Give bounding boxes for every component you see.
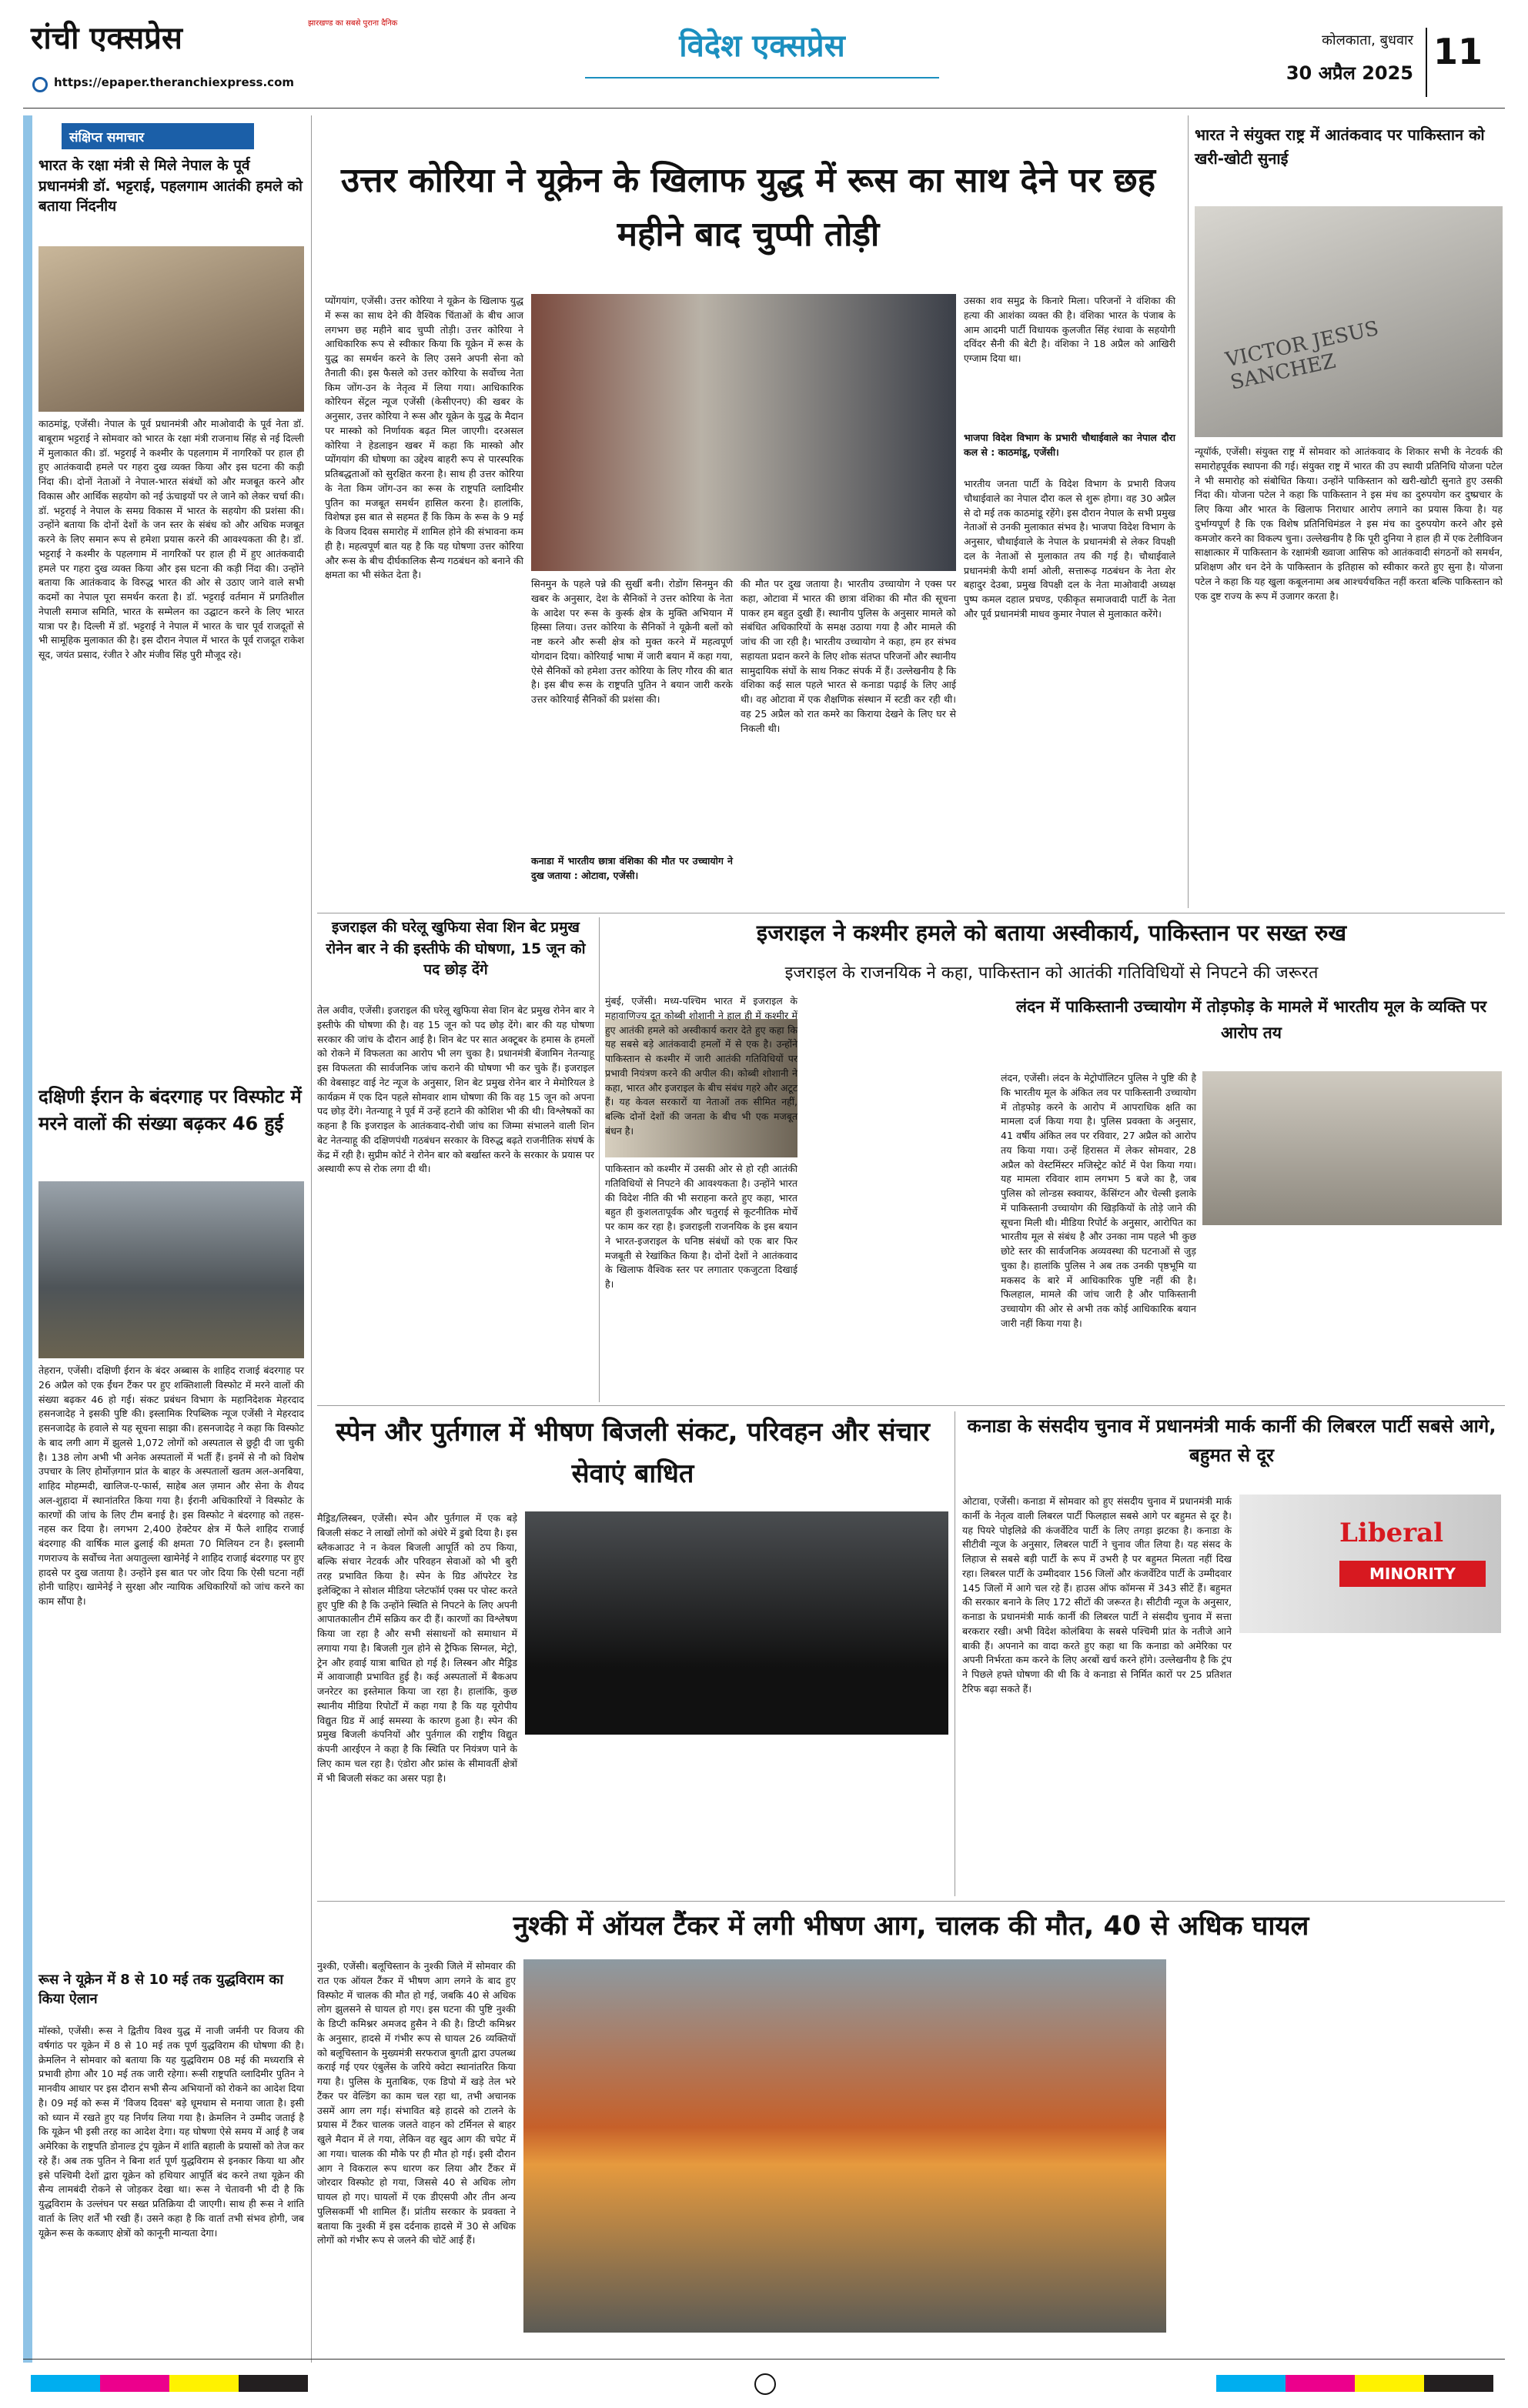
un-body: न्यूयॉर्क, एजेंसी। संयुक्त राष्ट्र में सोमवार को आतंकवाद के शिकार सभी के नेटवर्क की समारोहपूर्वक स्थापना की गई। संयुक्त राष्ट्र में भारत की उप स्थायी प्रतिनिधि योजना पटेल ने भी समारोह को संबोधित किया। उन्होंने पाकिस्तान को खरी-खोटी सुनाते हुए उसकी निंदा की। योजना पटेल ने कहा कि पाकिस्तान ने इस मंच का दुरुपयोग कर दुष्प्रचार के लिए किया और भारत के खिलाफ निराधार आरोप लगाने का प्रयास किया है। यह दुर्भाग्यपूर्ण है कि एक विशेष प्रतिनिधिमंडल ने इस मंच का दुरुपयोग करने और इसे कमजोर करने का विकल्प चुना। उल्लेखनीय है कि पूरी दुनिया ने हाल ही में एक टेलीविजन साक्षात्कार में पाकिस्तान के रक्षामंत्री ख्वाजा आसिफ को आतंकवादी संगठनों को समर्थन, प्रशिक्षण और धन देने के पाकिस्तान के इतिहास को स्वीकार करते हुए सुना है। योजना पटेल ने कहा कि यह खुला कबूलनामा अब आश्चर्यचकित नहीं करता बल्कि पाकिस्तान को एक दुष्ट राज्य के रूप में उजागर करता है। [1195, 446, 1503, 602]
footer-colorbar-right [1216, 2375, 1493, 2392]
london-headline: लंदन में पाकिस्तानी उच्चायोग में तोड़फोड़ के मामले में भारतीय मूल के व्यक्ति पर आरोप तय [1015, 997, 1487, 1042]
spain-headline: स्पेन और पुर्तगाल में भीषण बिजली संकट, परिवहन और संचार सेवाएं बाधित [336, 1417, 930, 1490]
london-body: लंदन, एजेंसी। लंदन के मेट्रोपॉलिटन पुलिस ने पुष्टि की है कि भारतीय मूल के अंकित लव पर पाकिस्तानी उच्चायोग में तोड़फोड़ करने के आरोप में आपराधिक क्षति का मामला दर्ज किया गया है। पुलिस प्रवक्ता के अनुसार, 41 वर्षीय अंकित लव पर रविवार, 27 अप्रैल को आरोप तय किया गया। उन्हें हिरासत में लेकर सोमवार, 28 अप्रैल को वेस्टमिंस्टर मजिस्ट्रेट कोर्ट में पेश किया गया। यह मामला रविवार शाम लगभग 5 बजे का है, जब पुलिस को लोन्डस स्क्वायर, केंसिंग्टन और चेल्सी इलाके में पाकिस्तानी उच्चायोग की खिड़कियों के तोड़े जाने की सूचना मिली थी। मीडिया रिपोर्ट के अनुसार, आरोपित का भारतीय मूल से संबंध है और उनका नाम पहले भी कुछ छोटे स्तर की सार्वजनिक अव्यवस्था की घटनाओं से जुड़ चुका है। हालांकि पुलिस ने अब तक उनकी पृष्ठभूमि या मकसद के बारे में आधिकारिक पुष्टि नहीं की है। फिलहाल, मामले की जांच जारी है और पाकिस्तानी उच्चायोग की ओर से अभी तक कोई आधिकारिक बयान जारी नहीं किया गया है। [1001, 1072, 1196, 1329]
canada-headline: कनाडा के संसदीय चुनाव में प्रधानमंत्री मार्क कार्नी की लिबरल पार्टी सबसे आगे, बहुमत से दूर [967, 1415, 1496, 1467]
nushki-fire-photo [523, 1959, 1166, 2333]
brief-1-body: काठमांडू, एजेंसी। नेपाल के पूर्व प्रधानमंत्री और माओवादी के पूर्व नेता डॉ. बाबूराम भट्टराई ने सोमवार को भारत के रक्षा मंत्री राजनाथ सिंह से नई दिल्ली में मुलाकात की। डॉ. भट्टराई ने कश्मीर के पहलगाम में नागरिकों पर हाल ही हुए आतंकवादी हमले पर गहरा दुख व्यक्त किया और इस घटना की कड़ी निंदा की। दोनों नेताओं ने नेपाल-भारत संबंधों को और मजबूत करने और विकास और आर्थिक सहयोग को नई ऊंचाइयों पर ले जाने को लेकर चर्चा की। डॉ. भट्टराई ने नेपाल के समग्र विकास में भारत के सहयोग की प्रशंसा की। उन्होंने बताया कि दोनों देशों के जन स्तर के संबंध को और अधिक मजबूत करने के लिए समान रूप से हमेशा प्रयास करने की आवश्यकता की है। डॉ. भट्टराई ने कश्मीर के पहलगाम में नागरिकों पर हाल ही में हुए आतंकवादी हमले पर गहरा दुख व्यक्त किया और इस घटना की कड़ी निंदा की। उन्होंने बताया कि आतंकवाद के विरुद्ध भारत की ओर से उठाए जाने वाले सभी कदमों का नेपाल पूरा समर्थन करता है। डॉ. भट्टराई वर्तमान में प्रगतिशील नेपाली समाज समिति, भारत के सम्मेलन का उद्घाटन करने के लिए भारत यात्रा पर है। दिल्ली में डॉ. भट्टराई ने नेपाल में भारत के चार पूर्व राजदूतों से भी सामूहिक मुलाकात की है। इस दौरान नेपाल में भारत के पूर्व राजदूत राकेश सूद, जयंत प्रसाद, रंजीत रे और मंजीव सिंह पुरी मौजूद रहे। [38, 418, 304, 660]
dateline-city-day: कोलकाता, बुधवार [1322, 32, 1413, 48]
london-protest-photo [1202, 1071, 1502, 1225]
lead-col-2: सिनमुन के पहले पन्ने की सुर्खी बनी। रोडोंग सिनमुन की खबर के अनुसार, देश के सैनिकों ने उत्तर कोरिया के नेता के आदेश पर रूस के कुर्स्क क्षेत्र के मुक्ति अभियान में हिस्सा लिया। उत्तर कोरिया के सैनिकों ने यूक्रेनी बलों को नष्ट करने और रूसी क्षेत्र को मुक्त करने में महत्वपूर्ण योगदान दिया। कोरियाई भाषा में जारी बयान में कहा गया, ऐसे सैनिकों को हमेशा उत्तर कोरिया के लिए गौरव की बात है। इस बीच रूस के राष्ट्रपति पुतिन ने बयान जारी करके उत्तर कोरियाई सैनिकों की प्रशंसा की। [531, 578, 733, 705]
registration-mark-icon [754, 2373, 776, 2395]
lead-headline: उत्तर कोरिया ने यूक्रेन के खिलाफ युद्ध में रूस का साथ देने पर छह महीने बाद चुप्पी तोड़ी [341, 161, 1155, 255]
lead-story [317, 115, 1183, 908]
page-number-divider [1426, 28, 1427, 97]
lead-right-divider [1188, 115, 1189, 908]
lead-photo-leaders [531, 294, 956, 571]
section-title: विदेश एक्सप्रेस [679, 28, 845, 64]
masthead [0, 0, 1528, 108]
brief-1-headline: भारत के रक्षा मंत्री से मिले नेपाल के पूर्व प्रधानमंत्री डॉ. भट्टराई, पहलगाम आतंकी हमले को बताया निंदनीय [38, 157, 303, 215]
brief-1-photo [38, 246, 304, 412]
sidebar-divider [311, 115, 312, 2363]
shin-bet-divider [599, 917, 600, 1402]
dateline-date: 30 अप्रैल 2025 [1286, 62, 1413, 84]
newspaper-logo: रांची एक्सप्रेस [31, 21, 182, 56]
footer-rule [23, 2359, 1505, 2360]
spain-blackout-photo [525, 1511, 948, 1735]
brief-3-body: मॉस्को, एजेंसी। रूस ने द्वितीय विश्व युद्ध में नाजी जर्मनी पर विजय की वर्षगांठ पर यूक्रेन में 8 से 10 मई तक पूर्ण युद्धविराम की घोषणा की है। क्रेमलिन ने सोमवार को बताया कि यह युद्धविराम 08 मई की मध्यरात्रि से प्रभावी होगा और 10 मई तक जारी रहेगा। रूसी राष्ट्रपति व्लादिमीर पुतिन ने मानवीय आधार पर इस दौरान सभी सैन्य अभियानों को रोकने का आदेश दिया है। 09 मई को रूस में 'विजय दिवस' बड़े धूमधाम से मनाया जाता है। इसी को ध्यान में रखते हुए यह निर्णय लिया गया है। क्रेमलिन ने उम्मीद जताई है कि यूक्रेन भी इसी तरह का आदेश देगा। यह घोषणा ऐसे समय में आई है जब अमेरिका के राष्ट्रपति डोनाल्ड ट्रंप यूक्रेन में शांति बहाली के प्रयासों को तेज कर रहे हैं। अब तक पुतिन ने बिना शर्त पूर्ण युद्धविराम से इनकार किया था और इसे पश्चिमी देशों द्वारा यूक्रेन को हथियार आपूर्ति बंद करने तथा यूक्रेन की सैन्य लामबंदी रोकने से जोड़कर देखा था। रूस ने चेतावनी भी दी है कि युद्धविराम के उल्लंघन पर सख्त प्रतिक्रिया दी जाएगी। साथ ही रूस ने शांति वार्ता के लिए शर्तें भी रखी हैं। उसने कहा है कि वार्ता तभी संभव होगी, जब यूक्रेन रूस के कब्जाए क्षेत्रों को कानूनी मान्यता देगा। [38, 2025, 304, 2239]
lead-sub-4: भाजपा विदेश विभाग के प्रभारी चौथाईवाले का नेपाल दौरा कल से : काठमांडू, एजेंसी। [964, 432, 1175, 458]
canada-body: ओटावा, एजेंसी। कनाडा में सोमवार को हुए संसदीय चुनाव में प्रधानमंत्री मार्क कार्नी के नेतृत्व वाली लिबरल पार्टी फिलहाल सबसे आगे पर बहुमत से दूर है। यह पियरे पोइलिव्रे की कंजर्वेटिव पार्टी के लिए तगड़ा झटका है। कनाडा के सीटीवी न्यूज के अनुसार, लिबरल पार्टी ने चुनाव जीत लिया है। यह संसद के लिहाज से सबसे बड़ी पार्टी के रूप में उभरी है पर बहुमत मिलता नहीं दिख रहा। लिबरल पार्टी के उम्मीदवार 156 जिलों और कंजर्वेटिव पार्टी के उम्मीदवार 145 जिलों में आगे चल रहे हैं। हाउस ऑफ कॉमन्स में 343 सीटें हैं। बहुमत की सरकार बनाने के लिए 172 सीटों की जरूरत है। सीटीवी न्यूज के अनुसार, कनाडा के प्रधानमंत्री मार्क कार्नी की लिबरल पार्टी ने संसदीय चुनाव में सत्ता बरकरार रखी। अभी विदेश कोलंबिया के सबसे पश्चिमी प्रांत के नतीजे आने बाकी हैं। अपनाने का वादा करते हुए कहा था कि कनाडा को अमेरिका पर अपनी निर्भरता कम करने के लिए अरबों खर्च करने होंगे। उल्लेखनीय है कि ट्रंप ने पिछले हफ्ते घोषणा की थी कि वे कनाडा से निर्मित कारों पर 25 प्रतिशत टैरिफ बढ़ा सकते हैं। [962, 1495, 1232, 1695]
brief-2-photo [38, 1181, 304, 1358]
sidebar-accent-bar [23, 115, 32, 2363]
israel-headline: इजराइल ने कश्मीर हमले को बताया अस्वीकार्य, पाकिस्तान पर सख्त रुख [756, 920, 1347, 946]
minority-banner: MINORITY [1339, 1561, 1486, 1587]
nushki-story [317, 1907, 1505, 2338]
brief-2-headline: दक्षिणी ईरान के बंदरगाह पर विस्फोट में मरने वालों की संख्या बढ़कर 46 हुई [38, 1086, 302, 1134]
memorial-inscription: VICTOR JESUS SANCHEZ [1223, 316, 1381, 395]
nushki-headline: नुश्की में ऑयल टैंकर में लगी भीषण आग, चालक की मौत, 40 से अधिक घायल [513, 1911, 1309, 1942]
page-number: 11 [1433, 31, 1483, 72]
un-story [1195, 123, 1503, 908]
lead-col-1: प्योंगयांग, एजेंसी। उत्तर कोरिया ने यूक्रेन के खिलाफ युद्ध में रूस का साथ देने की वैश्विक चिंताओं के बीच आज लगभग छह महीने बाद चुप्पी तोड़ी। उत्तर कोरिया ने आधिकारिक रूप से स्वीकार किया कि यूक्रेन में रूस के युद्ध का समर्थन करने के लिए उसने अपनी सेना को तैनाती की। इस फैसले को उत्तर कोरिया के सर्वोच्च नेता किम जोंग-उन के नेतृत्व में लिया गया। आधिकारिक कोरियन सेंट्रल न्यूज एजेंसी (केसीएनए) की खबर के अनुसार, उत्तर कोरिया ने रूस और यूक्रेन के युद्ध के मैदान पर मास्को को निर्णायक बढ़त मिल जाएगी। दरअसल कोरिया ने हेडलाइन खबर में कहा कि मास्को और प्योंगयांग की घोषणा का उद्देश्य बाहरी रूप से पारस्परिक प्रतिबद्धताओं को सुरक्षित करना है। साथ ही उत्तर कोरिया के नेता किम जोंग-उन का रूस के राष्ट्रपति व्लादिमीर पुतिन का मजबूत समर्थन हासिल करना है। हालांकि, विशेषज्ञ इस बात से सहमत हैं कि किम के रूस के 9 मई के विजय दिवस समारोह में शामिल होने की संभावना कम ही है। महत्वपूर्ण बात यह है कि यह घोषणा उत्तर कोरिया और रूस के बीच दीर्घकालिक सैन्य गठबंधन को बनाने की क्षमता का भी संकेत देता है। [325, 295, 523, 581]
shin-bet-story [317, 917, 594, 1402]
mid-rule [317, 1405, 1505, 1406]
lower-rule [317, 1901, 1505, 1902]
un-memorial-photo [1195, 206, 1503, 437]
shin-bet-headline: इजराइल की घरेलू खुफिया सेवा शिन बेट प्रमुख रोनेन बार ने की इस्तीफे की घोषणा, 15 जून को पद छोड़ देंगे [326, 919, 586, 979]
london-story [1001, 994, 1502, 1402]
shin-bet-body: तेल अवीव, एजेंसी। इजराइल की घरेलू खुफिया सेवा शिन बेट प्रमुख रोनेन बार ने इस्तीफे की घोषणा की है। वह 15 जून को पद छोड़ देंगे। बार की यह घोषणा सरकार की जांच के दौरान आई है। शिन बेट पर सात अक्टूबर के हमास के हमलों को रोकने में विफलता का आरोप भी लग चुका है। प्रधानमंत्री बेंजामिन नेतन्याहू इस विफलता की सार्वजनिक जांच कराने की घोषणा भी कर चुके हैं। इजराइल की वेबसाइट वाई नेट न्यूज के अनुसार, शिन बेट प्रमुख रोनेन बार ने मेमोरियल डे कार्यक्रम में एक दिन पहले सोमवार शाम घोषणा की कि वह 15 जून को अपना पद छोड़ देंगे। नेतन्याहू ने पूर्व में उन्हें हटाने की कोशिश भी की थी। विश्लेषकों का कहना है कि इजराइल के आतंकवाद-रोधी जांच का जिम्मा संभालने वाली शिन बेट नेतन्याहू की दक्षिणपंथी गठबंधन सरकार के विरुद्ध बढ़ते राजनीतिक संघर्ष के केंद्र में रही है। सुप्रीम कोर्ट ने रोनेन बार को बर्खास्त करने के सरकार के प्रयास पर अस्थायी रूप से रोक लगा दी थी। [317, 1004, 594, 1175]
lead-sub-2: कनाडा में भारतीय छात्रा वंशिका की मौत पर उच्चायोग ने दुख जताया : ओटावा, एजेंसी। [531, 855, 733, 881]
israel-subheadline: इजराइल के राजनयिक ने कहा, पाकिस्तान को आतंकी गतिविधियों से निपटने की जरूरत [784, 964, 1319, 983]
section-underline [585, 77, 939, 78]
globe-icon [32, 77, 48, 92]
brief-3-headline: रूस ने यूक्रेन में 8 से 10 मई तक युद्धविराम का किया ऐलान [38, 1972, 284, 2008]
liberal-logo-text: Liberal [1339, 1518, 1444, 1548]
israel-col-2: पाकिस्तान को कश्मीर में उसकी ओर से हो रही आतंकी गतिविधियों से निपटने की आवश्यकता है। उन्होंने भारत की विदेश नीति की भी सराहना करते हुए कहा, भारत बहुत ही कुशलतापूर्वक और चतुराई से कूटनीतिक मोर्चे पर काम कर रहा है। इजराइली राजनयिक के इस बयान ने भारत-इजराइल के घनिष्ठ संबंधों को एक बार फिर मजबूती से रेखांकित किया है। दोनों देशों ने आतंकवाद के खिलाफ वैश्विक स्तर पर लगातार एकजुटता दिखाई है। [605, 1163, 797, 1290]
sidebar-briefs [23, 115, 308, 2370]
epaper-url[interactable]: https://epaper.theranchiexpress.com [54, 75, 295, 89]
canada-pm-photo [1239, 1495, 1501, 1633]
masthead-rule [23, 108, 1505, 109]
brief-2-body: तेहरान, एजेंसी। दक्षिणी ईरान के बंदर अब्बास के शाहिद राजाई बंदरगाह पर 26 अप्रैल को एक ईंधन टैंकर पर हुए शक्तिशाली विस्फोट में मरने वालों की संख्या बढ़कर 46 हो गई। संकट प्रबंधन विभाग के महानिदेशक मेहरदाद हसनजादेह ने इसकी पुष्टि की। इस्लामिक रिपब्लिक न्यूज एजेंसी ने मेहरदाद हसनजादेह के हवाले से यह सूचना साझा की। हसनजादेह ने कहा कि विस्फोट के बाद लगी आग में झुलसे 1,072 लोगों को अस्पताल से छुट्टी दी जा चुकी है। 138 लोग अभी भी अनेक अस्पतालों में भर्ती हैं। इनमें से नौ को विशेष उपचार के लिए होर्मोज़गान प्रांत के बाहर के अस्पतालों खतम अल-अनबिया, शाहिद मोहम्मदी, खालिज-ए-फार्स, साहेब अल ज़मान और सेना के शैयद अल-शुहादा में स्थानांतरित किया गया है। ईरानी अधिकारियों ने विस्फोट के कारणों की जांच के लिए टीम बनाई है। इस विस्फोट ने बंदरगाह को तहस-नहस कर दिया है। लगभग 2,400 हेक्टेयर क्षेत्र में फैले शाहिद राजाई बंदरगाह की वार्षिक माल ढुलाई की क्षमता 70 मिलियन टन है। इस्लामी गणराज्य के सर्वोच्च नेता अयातुल्ला खामेनेई ने शाहिद राजाई बंदरगाह पर हुए हादसे पर दुख जताया है। उन्होंने इस बात पर जोर दिया कि ऐसी घटना नहीं होनी चाहिए। खामेनेई ने सुरक्षा और न्यायिक अधिकारियों को जांच करने का काम सौंपा है। [38, 1364, 304, 1607]
logo-tagline: झारखण्ड का सबसे पुराना दैनिक [308, 19, 398, 28]
spain-body: मैड्रिड/लिस्बन, एजेंसी। स्पेन और पुर्तगाल में एक बड़े बिजली संकट ने लाखों लोगों को अंधेरे में डुबो दिया है। इस ब्लैकआउट ने न केवल बिजली आपूर्ति को ठप किया, बल्कि संचार नेटवर्क और परिवहन सेवाओं को भी बुरी तरह प्रभावित किया है। स्पेन के ग्रिड ऑपरेटर रेड इलेक्ट्रिका ने सोशल मीडिया प्लेटफॉर्म एक्स पर पोस्ट करते हुए पुष्टि की है कि उन्होंने स्थिति से निपटने के लिए अपनी आपातकालीन टीमें सक्रिय कर दी हैं। कारणों का विश्लेषण किया जा रहा है और सभी संसाधनों को समाधान में लगाया गया है। बिजली गुल होने से ट्रैफिक सिग्नल, मेट्रो, ट्रेन और हवाई यात्रा बाधित हो गई है। लिस्बन और मैड्रिड में आवाजाही प्रभावित हुई है। कई अस्पतालों में बैकअप जनरेटर का इस्तेमाल किया जा रहा है। हालांकि, कुछ स्थानीय मीडिया रिपोर्टों में कहा गया है कि यह यूरोपीय विद्युत ग्रिड में आई समस्या के कारण हुआ है। स्पेन की प्रमुख बिजली कंपनियों और पुर्तगाल की राष्ट्रीय विद्युत कंपनी आरईएन ने कहा है कि स्थिति पर नियंत्रण पाने के लिए काम चल रहा है। एंडोरा और फ्रांस के सीमावर्ती क्षेत्रों में भी बिजली संकट का असर पड़ा है। [317, 1512, 517, 1784]
briefs-badge: संक्षिप्त समाचार [62, 123, 254, 149]
canada-story [962, 1411, 1501, 1896]
footer-colorbar-left [31, 2375, 308, 2392]
israel-col-1: मुंबई, एजेंसी। मध्य-पश्चिम भारत में इजराइल के महावाणिज्य दूत कोब्बी शोशानी ने हाल ही में कश्मीर में हुए आतंकी हमले को अस्वीकार्य करार देते हुए कहा कि यह सबसे बड़े आतंकवादी हमलों में से एक है। उन्होंने पाकिस्तान से कश्मीर में जारी आतंकी गतिविधियों पर प्रभावी नियंत्रण करने की अपील की। कोब्बी शोशानी ने कहा, भारत और इजराइल के बीच संबंध गहरे और अटूट हैं। यह केवल सरकारों या नेताओं तक सीमित नहीं, बल्कि दोनों देशों की जनता के बीच भी एक मजबूत बंधन है। [605, 995, 797, 1137]
spain-story [317, 1411, 948, 1896]
nushki-body: नुश्की, एजेंसी। बलूचिस्तान के नुश्की जिले में सोमवार की रात एक ऑयल टैंकर में भीषण आग लगने के बाद हुए विस्फोट में चालक की मौत हो गई, जबकि 40 से अधिक लोग झुलसने से घायल हो गए। इस घटना की पुष्टि नुश्की के डिप्टी कमिश्नर अमजद हुसैन ने की है। डिप्टी कमिश्नर के अनुसार, हादसे में गंभीर रूप से घायल 26 व्यक्तियों को बलूचिस्तान के मुख्यमंत्री सरफराज बुगती द्वारा उपलब्ध कराई गई एयर एंबुलेंस के जरिये क्वेटा स्थानांतरित किया गया है। पुलिस के मुताबिक, एक डिपो में खड़े तेल भरे टैंकर पर वेल्डिंग का काम चल रहा था, तभी अचानक उसमें आग लग गई। संभावित बड़े हादसे को टालने के प्रयास में टैंकर चालक जलते वाहन को टर्मिनल से बाहर खुले मैदान में ले गया, लेकिन वह खुद आग की चपेट में आ गया। चालक की मौके पर ही मौत हो गई। इसी दौरान आग ने विकराल रूप धारण कर लिया और टैंकर में जोरदार विस्फोट हो गया, जिससे 40 से अधिक लोग घायल हो गए। घायलों में एक डीएसपी और तीन अन्य पुलिसकर्मी भी शामिल हैं। प्रांतीय सरकार के प्रवक्ता ने बताया कि नुश्की में इस दर्दनाक हादसे में 30 से अधिक लोगों को गंभीर रूप से जलने की चोटें आई हैं। [317, 1960, 516, 2246]
un-headline: भारत ने संयुक्त राष्ट्र में आतंकवाद पर पाकिस्तान को खरी-खोटी सुनाई [1195, 125, 1485, 168]
lead-col-4b: भारतीय जनता पार्टी के विदेश विभाग के प्रभारी विजय चौथाईवाले का नेपाल दौरा कल से शुरू होगा। वह 30 अप्रैल से दो मई तक काठमांडू रहेंगे। इस दौरान नेपाल के सभी प्रमुख नेताओं से उनकी मुलाकात संभव है। भाजपा विदेश विभाग के अनुसार, चौथाईवाले के नेपाल के प्रधानमंत्री से लेकर विपक्षी दल के नेताओं से मुलाकात तय की गई है। चौथाईवाले प्रधानमंत्री केपी शर्मा ओली, सत्तारूढ़ गठबंधन के नेता शेर बहादुर देउबा, प्रमुख विपक्षी दल के नेता माओवादी अध्यक्ष पुष्प कमल दहाल प्रचण्ड, एकीकृत समाजवादी पार्टी के नेता और पूर्व प्रधानमंत्री माधव कुमार नेपाल से मुलाकात करेंगे। [964, 478, 1175, 620]
lead-col-4: उसका शव समुद्र के किनारे मिला। परिजनों ने वंशिका की हत्या की आशंका व्यक्त की है। वंशिका भारत के पंजाब के आम आदमी पार्टी विधायक कुलजीत सिंह रंधावा के सहयोगी दविंदर सैनी की बेटी है। वंशिका ने 18 अप्रैल को आखिरी एग्जाम दिया था। [964, 295, 1175, 364]
lead-col-3: की मौत पर दुख जताया है। भारतीय उच्चायोग ने एक्स पर कहा, ओटावा में भारत की छात्रा वंशिका की मौत की सूचना पाकर हम बहुत दुखी हैं। स्थानीय पुलिस के अनुसार मामले को संबंधित अधिकारियों के समक्ष उठाया गया है और मामले की जांच की जा रही है। भारतीय उच्चायोग ने कहा, हम हर संभव सहायता प्रदान करने के लिए शोक संतप्त परिजनों और स्थानीय सामुदायिक संघों के साथ निकट संपर्क में हैं। उल्लेखनीय है कि वंशिका कई साल पहले भारत से कनाडा पढ़ाई के लिए आई थी। वह ओटावा में एक शैक्षणिक संस्थान में स्टडी कर रही थी। वह 25 अप्रैल को रात कमरे का किराया देखने के लिए घर से निकली थी। [741, 578, 956, 734]
